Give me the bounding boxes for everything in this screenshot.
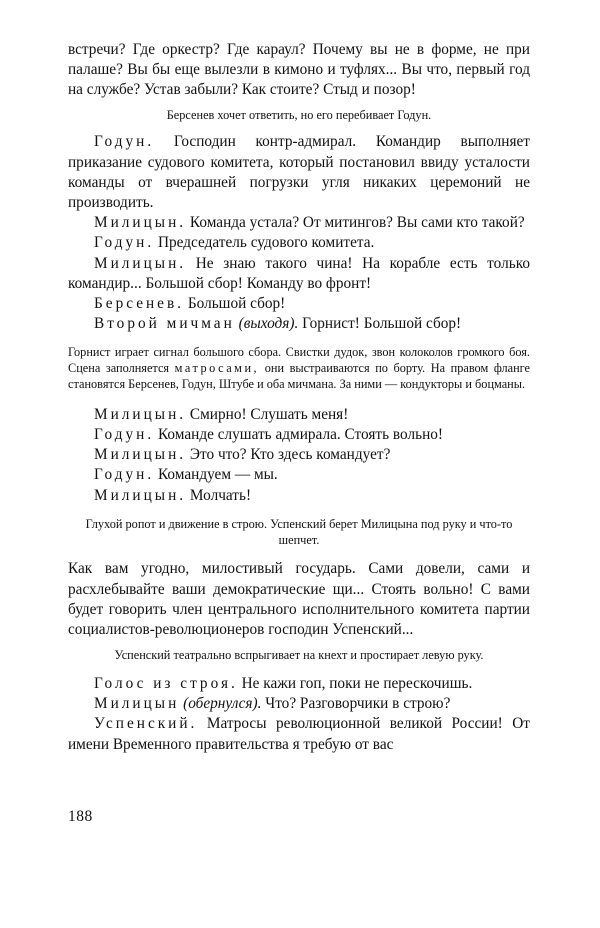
speaker-name: Милицын.: [94, 486, 187, 504]
speaker-name: Голос из строя.: [94, 675, 238, 693]
speech-text: Председатель судового комитета.: [154, 234, 375, 252]
speaker-name: Годун.: [94, 466, 155, 484]
dialogue-line: [68, 254, 530, 294]
dialogue-line: [68, 132, 530, 213]
speech-text: Молчать!: [186, 486, 252, 504]
stage-direction: Глухой ропот и движение в строю. Успенский берет Милицына под руку и что-то шепчет.: [85, 516, 513, 547]
speaker-name: Годун.: [94, 234, 155, 252]
dialogue-line: [68, 694, 530, 714]
speaker-name: Милицын.: [94, 214, 187, 232]
speaker-name: Милицын.: [94, 405, 187, 423]
dialogue-line: [68, 465, 530, 485]
parenthetical: (обернулся).: [183, 695, 262, 713]
speaker-name: Годун.: [94, 426, 155, 444]
page-number: 188: [68, 808, 93, 825]
dialogue-line: [68, 674, 530, 694]
speech-text: Смирно! Слушать меня!: [186, 405, 349, 423]
dialogue-line: [68, 445, 530, 465]
speaker-name: Милицын: [94, 695, 180, 713]
speech-text: Не знаю такого чина! На корабле есть только командир... Большой сбор! Команду во фронт!: [68, 254, 530, 292]
dialogue-line: [68, 314, 530, 334]
stage-direction-text: они выстраиваются по борту. На правом фланге становятся Берсенев, Годун, Штубе и оба мичмана. За ними — кондукторы и боцманы.: [68, 361, 530, 392]
stage-direction-text: Горнист играет сигнал большого сбора. Свистки дудок, звон колоколов громкого боя. Сцена заполняется: [68, 345, 530, 376]
dialogue-line: [68, 294, 530, 314]
speech-continuation: встречи? Где оркестр? Где караул? Почему вы не в форме, не при палаше? Вы бы еще вылезли в кимоно и туфлях... Вы что, первый год на службе? Устав забыли? Как стоите? Стыд и позор!: [68, 41, 530, 99]
speaker-name: Годун.: [94, 133, 155, 151]
speech-text: Что? Разговорчики в строю?: [261, 695, 451, 713]
stage-direction: Берсенев хочет ответить, но его перебивает Годун.: [166, 107, 432, 122]
speech-text: Команда устала? От митингов? Вы сами кто такой?: [186, 214, 525, 232]
speaker-name: Берсенев.: [94, 295, 185, 313]
stage-direction-emphasis: матросами,: [174, 361, 260, 376]
speech-text: Горнист! Большой сбор!: [298, 315, 462, 333]
speech-text: Господин контр-адмирал. Командир выполняет приказание судового комитета, который постановил ввиду усталости команды от вчерашней погрузки угля никаких церемоний не производить.: [68, 133, 530, 212]
speech-text: Это что? Кто здесь командует?: [186, 446, 391, 464]
dialogue-line: [68, 425, 530, 445]
speech-continuation: Как вам угодно, милостивый государь. Сами довели, сами и расхлебывайте ваши демократические щи... Стоять вольно! С вами будет говорить член центрального исполнительного комитета партии социалистов-революционеров господин Успенский...: [68, 560, 530, 639]
speaker-name: Милицын.: [94, 254, 187, 272]
speech-text: Командуем — мы.: [154, 466, 278, 484]
speech-text: Не кажи гоп, поки не перескочишь.: [237, 675, 473, 693]
speaker-name: Успенский.: [94, 715, 198, 733]
stage-direction: [68, 345, 530, 392]
dialogue-line: [68, 714, 530, 754]
play-page: [68, 40, 530, 755]
speech-text: Команде слушать адмирала. Стоять вольно!: [154, 426, 444, 444]
parenthetical: (выходя).: [238, 315, 299, 333]
speech-text: Матросы революционной великой России! От имени Временного правительства я требую от вас: [68, 715, 530, 753]
stage-direction: Успенский театрально вспрыгивает на кнехт и простирает левую руку.: [114, 648, 484, 663]
dialogue-line: [68, 233, 530, 253]
dialogue-line: [68, 486, 530, 506]
speaker-name: Второй мичман: [94, 315, 235, 333]
speech-text: Большой сбор!: [184, 295, 286, 313]
speaker-name: Милицын.: [94, 446, 187, 464]
dialogue-line: [68, 213, 530, 233]
dialogue-line: [68, 405, 530, 425]
